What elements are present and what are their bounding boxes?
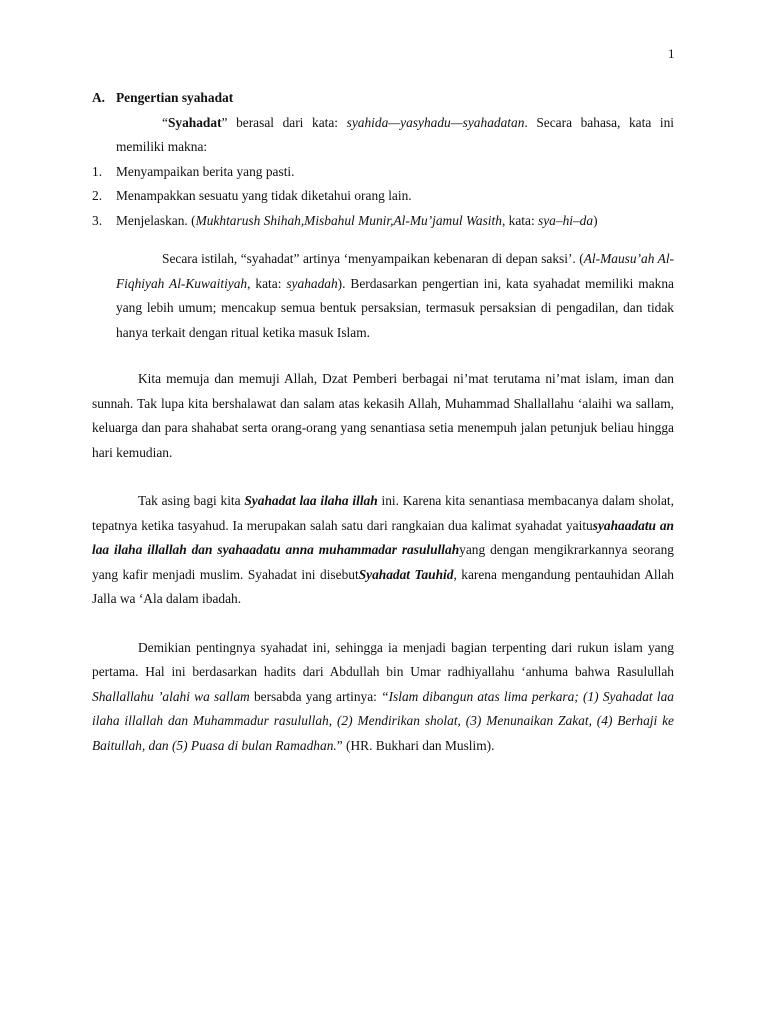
intro-paragraph bbox=[116, 111, 674, 160]
intro-roots: syahida—yasyhadu—syahadatan bbox=[346, 114, 525, 130]
tauhid-text-1: Tak asing bagi kita bbox=[138, 493, 245, 508]
tauhid-text-2: ini. Karena kita senantiasa membacanya dalam sholat, tepatnya ketika tasyahud. Ia merupakan salah satu dari rangkaian dua kalimat syahadat yaitu bbox=[92, 493, 674, 533]
section-heading bbox=[92, 86, 674, 111]
list-item-number: 3. bbox=[92, 212, 103, 228]
rukun-salawat: Shallallahu ’alahi wa sallam bbox=[92, 688, 250, 704]
intro-text-2: . Secara bahasa, kata ini memiliki makna: bbox=[116, 114, 674, 154]
list-item-text bbox=[116, 209, 674, 234]
list-item bbox=[92, 184, 674, 209]
meaning3-text-1: Menjelaskan. ( bbox=[116, 212, 196, 228]
tauhid-phrase-1: Syahadat laa ilaha illah bbox=[244, 493, 378, 508]
section-label: A. bbox=[92, 90, 106, 105]
list-item-text: Menampakkan sesuatu yang tidak diketahui orang lain. bbox=[116, 188, 412, 203]
istilah-source: Al-Mausu’ah Al-Fiqhiyah Al-Kuwaitiyah bbox=[116, 251, 674, 291]
meaning-list bbox=[92, 160, 674, 234]
istilah-text-2: , kata: bbox=[247, 275, 287, 291]
rukun-hadith-quote: “Islam dibangun atas lima perkara; (1) Syahadat laa ilaha illallah dan Muhammadur rasulullah, (2) Mendirikan sholat, (3) Menunaikan Zakat, (4) Berhaji ke Baitullah, dan (5) Puasa di bulan Ramadhan. bbox=[92, 688, 674, 753]
spacer bbox=[92, 612, 674, 636]
list-item-number: 1. bbox=[92, 163, 103, 179]
rukun-text-1: Demikian pentingnya syahadat ini, sehingga ia menjadi bagian terpenting dari rukun islam yang pertama. Hal ini berdasarkan hadits dari Abdullah bin Umar radhiyallahu ‘anhuma bahwa Rasulullah bbox=[92, 639, 674, 679]
meaning3-text-3: ) bbox=[593, 212, 598, 228]
praise-paragraph: Kita memuja dan memuji Allah, Dzat Pemberi berbagai ni’mat terutama ni’mat islam, iman dan sunnah. Tak lupa kita bershalawat dan salam atas kekasih Allah, Muhammad Shallallahu ‘alaihi wa sallam, keluarga dan para shahabat serta orang-orang yang senantiasa setia menempuh jalan petunjuk beliau hingga hari kemudian. bbox=[92, 371, 674, 460]
istilah-word: syahadah bbox=[286, 275, 338, 291]
intro-term: Syahadat bbox=[167, 114, 222, 130]
section-title: Pengertian syahadat bbox=[116, 90, 234, 105]
spacer bbox=[92, 465, 674, 489]
definition-block bbox=[116, 111, 674, 160]
meaning3-word: sya–hi–da bbox=[538, 212, 594, 228]
tauhid-phrase-2: syahaadatu an laa ilaha illallah dan syahaadatu anna muhammadar rasulullah bbox=[92, 517, 674, 557]
istilah-text-1: Secara istilah, “syahadat” artinya ‘menyampaikan kebenaran di depan saksi’. ( bbox=[162, 251, 584, 266]
istilah-paragraph bbox=[116, 247, 674, 345]
rukun-text-3: ” (HR. Bukhari dan Muslim). bbox=[336, 737, 495, 753]
spacer bbox=[92, 345, 674, 367]
list-item-number: 2. bbox=[92, 188, 103, 203]
istilah-text-3: ). Berdasarkan pengertian ini, kata syahadat memiliki makna yang lebih umum; mencakup semua bentuk persaksian, termasuk persaksian di pengadilan, dan tidak hanya terkait dengan ritual ketika masuk Islam. bbox=[116, 275, 674, 340]
istilah-block bbox=[116, 247, 674, 345]
meaning3-text-2: , kata: bbox=[501, 212, 539, 228]
meaning3-source: Mukhtarush Shihah,Misbahul Munir,Al-Mu’jamul Wasith bbox=[195, 212, 502, 228]
tauhid-text-3: yang dengan mengikrarkannya seorang yang kafir menjadi muslim. Syahadat ini disebut bbox=[92, 542, 674, 582]
page-number: 1 bbox=[668, 46, 675, 61]
tauhid-text-4: , karena mengandung pentauhidan Allah Jalla wa ‘Ala dalam ibadah. bbox=[92, 566, 674, 606]
list-item bbox=[92, 209, 674, 234]
intro-open-quote: “ bbox=[162, 114, 168, 130]
intro-close-quote: ” bbox=[221, 114, 228, 130]
list-item-text: Menyampaikan berita yang pasti. bbox=[116, 163, 295, 179]
intro-text-1: berasal dari kata: bbox=[227, 114, 347, 130]
tauhid-phrase-3: Syahadat Tauhid bbox=[358, 566, 454, 582]
rukun-paragraph bbox=[92, 636, 674, 759]
list-item bbox=[92, 160, 674, 185]
rukun-text-2: bersabda yang artinya: bbox=[249, 688, 382, 704]
document-body bbox=[92, 86, 674, 758]
tauhid-paragraph bbox=[92, 489, 674, 612]
